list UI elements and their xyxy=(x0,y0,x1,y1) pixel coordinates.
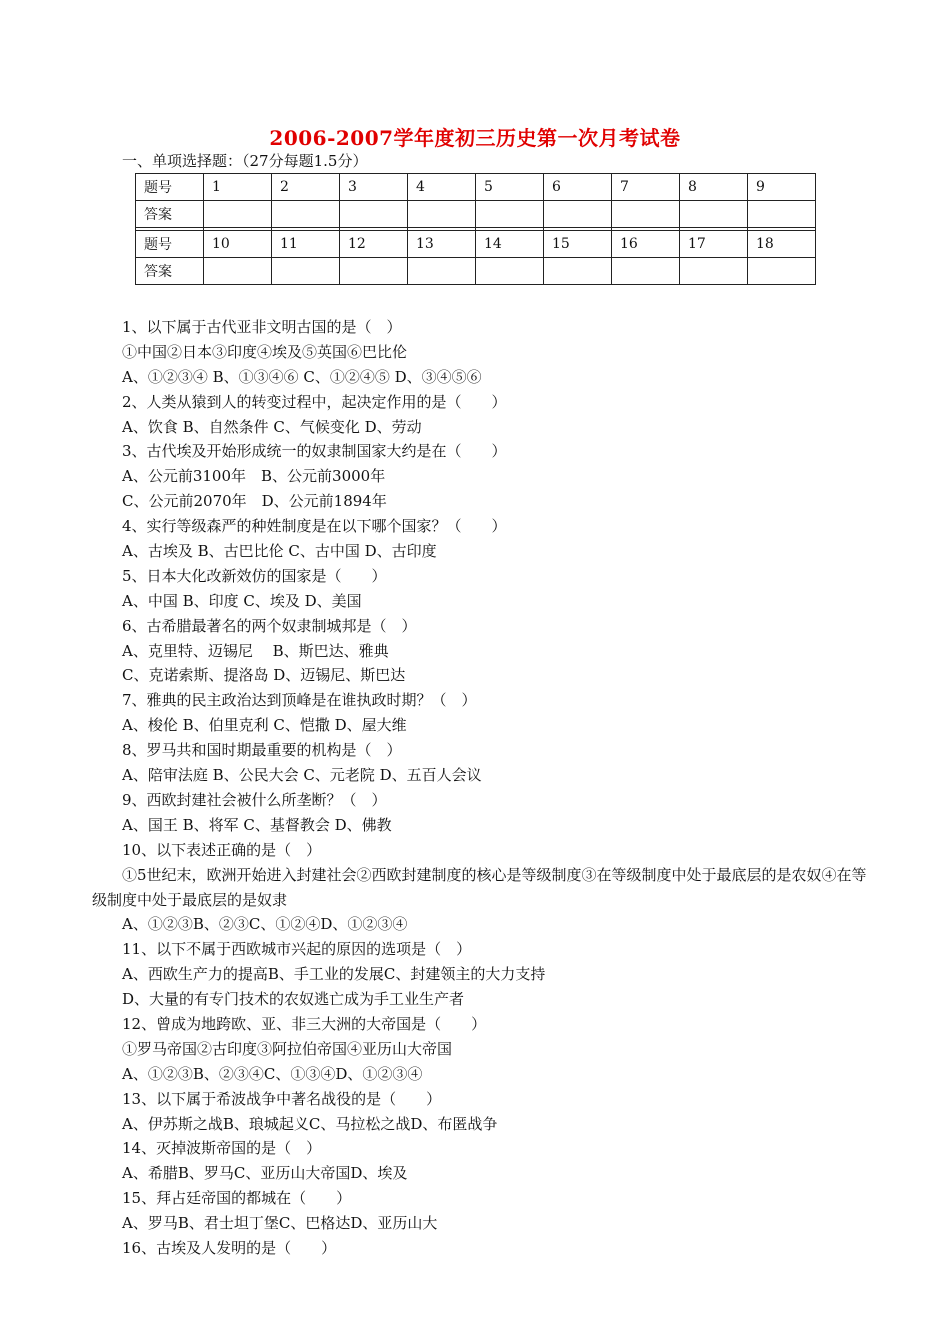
question-number: 7 xyxy=(612,174,680,201)
question-number: 14 xyxy=(476,231,544,258)
table-row xyxy=(136,201,816,228)
question-number: 1 xyxy=(204,174,272,201)
answer-cell[interactable] xyxy=(544,258,612,285)
question-line: 14、灭掉波斯帝国的是（ ） xyxy=(122,1139,322,1158)
page-title: 2006-2007学年度初三历史第一次月考试卷 xyxy=(269,126,681,150)
answer-cell[interactable] xyxy=(748,201,816,228)
option-line: A、古埃及 B、古巴比伦 C、古中国 D、古印度 xyxy=(122,542,437,561)
option-line: A、公元前3100年 B、公元前3000年 xyxy=(122,467,386,486)
answer-cell[interactable] xyxy=(680,201,748,228)
question-line: 12、曾成为地跨欧、亚、非三大洲的大帝国是（ ） xyxy=(122,1014,487,1033)
option-line: C、公元前2070年 D、公元前1894年 xyxy=(122,492,387,511)
question-number: 17 xyxy=(680,231,748,258)
option-line: A、中国 B、印度 C、埃及 D、美国 xyxy=(122,591,362,610)
answer-label: 答案 xyxy=(136,201,204,228)
option-line: A、国王 B、将军 C、基督教会 D、佛教 xyxy=(122,815,392,834)
option-line: A、梭伦 B、伯里克利 C、恺撒 D、屋大维 xyxy=(122,716,407,735)
option-line: ①5世纪末，欧洲开始进入封建社会②西欧封建制度的核心是等级制度③在等级制度中处于最底层的是农奴④在等级制度中处于最底层的是奴隶 xyxy=(92,865,867,909)
answer-cell[interactable] xyxy=(272,258,340,285)
answer-cell[interactable] xyxy=(204,258,272,285)
answer-cell[interactable] xyxy=(476,201,544,228)
question-number: 18 xyxy=(748,231,816,258)
question-number: 15 xyxy=(544,231,612,258)
question-line: 15、拜占廷帝国的都城在（ ） xyxy=(122,1189,352,1208)
answer-cell[interactable] xyxy=(612,258,680,285)
table-row xyxy=(136,231,816,258)
option-line: ①中国②日本③印度④埃及⑤英国⑥巴比伦 xyxy=(122,342,408,361)
question-line: 8、罗马共和国时期最重要的机构是（ ） xyxy=(122,741,402,760)
option-line: A、①②③④ B、①③④⑥ C、①②④⑤ D、③④⑤⑥ xyxy=(122,367,482,386)
option-line: A、克里特、迈锡尼 B、斯巴达、雅典 xyxy=(122,641,389,660)
question-number: 8 xyxy=(680,174,748,201)
question-line: 7、雅典的民主政治达到顶峰是在谁执政时期？（ ） xyxy=(122,691,477,710)
question-line: 1、以下属于古代亚非文明古国的是（ ） xyxy=(122,318,402,336)
question-line: 16、古埃及人发明的是（ ） xyxy=(122,1238,337,1257)
question-number: 16 xyxy=(612,231,680,258)
table-row xyxy=(136,174,816,201)
question-line: 13、以下属于希波战争中著名战役的是（ ） xyxy=(122,1089,442,1108)
answer-cell[interactable] xyxy=(476,258,544,285)
option-line: A、①②③B、②③④C、①③④D、①②③④ xyxy=(122,1064,423,1083)
question-number-label: 题号 xyxy=(136,174,204,201)
question-number: 12 xyxy=(340,231,408,258)
question-number-label: 题号 xyxy=(136,231,204,258)
answer-cell[interactable] xyxy=(340,201,408,228)
question-line: 10、以下表述正确的是（ ） xyxy=(122,840,322,859)
answer-cell[interactable] xyxy=(612,201,680,228)
question-line: 11、以下不属于西欧城市兴起的原因的选项是（ ） xyxy=(122,940,472,959)
option-line: A、陪审法庭 B、公民大会 C、元老院 D、五百人会议 xyxy=(122,766,482,785)
answer-table xyxy=(135,173,816,285)
question-number: 11 xyxy=(272,231,340,258)
question-number: 9 xyxy=(748,174,816,201)
question-number: 4 xyxy=(408,174,476,201)
answer-cell[interactable] xyxy=(340,258,408,285)
option-line: A、伊苏斯之战B、琅城起义C、马拉松之战D、布匿战争 xyxy=(122,1114,498,1133)
question-number: 5 xyxy=(476,174,544,201)
question-line: 9、西欧封建社会被什么所垄断？（ ） xyxy=(122,790,387,809)
question-line: 3、古代埃及开始形成统一的奴隶制国家大约是在（ ） xyxy=(122,442,507,461)
question-number: 2 xyxy=(272,174,340,201)
option-line: A、西欧生产力的提高B、手工业的发展C、封建领主的大力支持 xyxy=(122,965,546,984)
question-number: 13 xyxy=(408,231,476,258)
question-line: 4、实行等级森严的种姓制度是在以下哪个国家？（ ） xyxy=(122,517,507,536)
option-line: ①罗马帝国②古印度③阿拉伯帝国④亚历山大帝国 xyxy=(122,1039,453,1058)
option-line: A、饮食 B、自然条件 C、气候变化 D、劳动 xyxy=(122,417,422,436)
answer-cell[interactable] xyxy=(408,258,476,285)
section-heading: 一、单项选择题：（27分每题1.5分） xyxy=(122,152,368,170)
answer-cell[interactable] xyxy=(204,201,272,228)
table-row xyxy=(136,258,816,285)
option-line: C、克诺索斯、提洛岛 D、迈锡尼、斯巴达 xyxy=(122,666,406,685)
question-line: 2、人类从猿到人的转变过程中，起决定作用的是（ ） xyxy=(122,392,507,411)
answer-label: 答案 xyxy=(136,258,204,285)
answer-cell[interactable] xyxy=(408,201,476,228)
question-number: 10 xyxy=(204,231,272,258)
option-line: A、①②③B、②③C、①②④D、①②③④ xyxy=(122,915,408,934)
option-line: A、希腊B、罗马C、亚历山大帝国D、埃及 xyxy=(122,1164,408,1183)
question-number: 3 xyxy=(340,174,408,201)
question-line: 6、古希腊最著名的两个奴隶制城邦是（ ） xyxy=(122,616,417,635)
answer-cell[interactable] xyxy=(544,201,612,228)
question-number: 6 xyxy=(544,174,612,201)
answer-cell[interactable] xyxy=(680,258,748,285)
option-line: A、罗马B、君士坦丁堡C、巴格达D、亚历山大 xyxy=(122,1214,438,1233)
question-line: 5、日本大化改新效仿的国家是（ ） xyxy=(122,566,387,585)
answer-cell[interactable] xyxy=(272,201,340,228)
question-list xyxy=(92,315,872,1261)
option-line: D、大量的有专门技术的农奴逃亡成为手工业生产者 xyxy=(122,990,465,1009)
answer-cell[interactable] xyxy=(748,258,816,285)
